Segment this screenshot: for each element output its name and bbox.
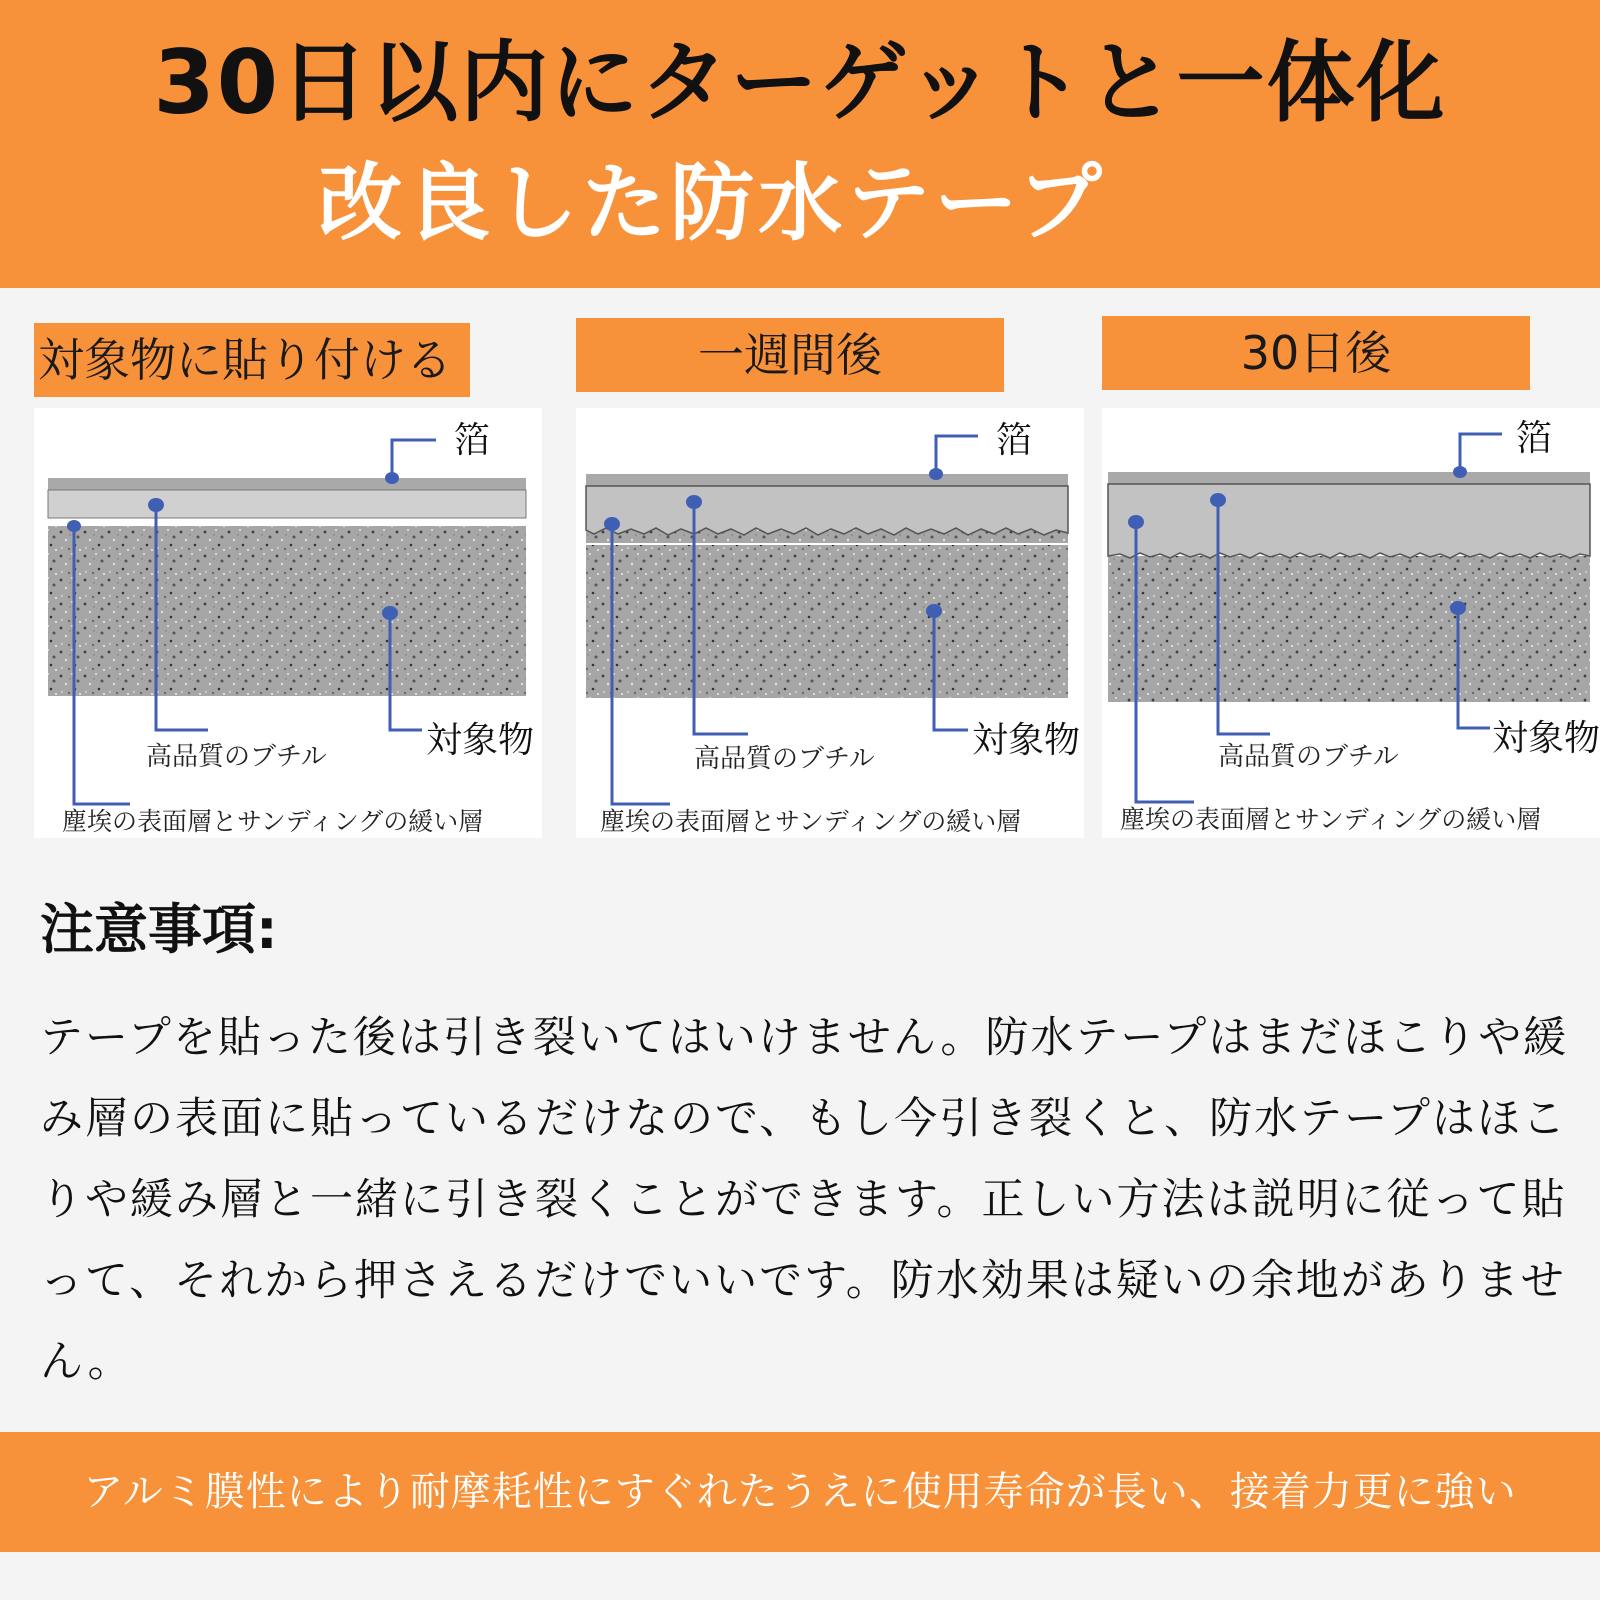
stone-substrate	[586, 526, 1068, 698]
dust-dot	[1128, 515, 1144, 529]
target-dot	[926, 604, 942, 618]
butyl-dot	[1210, 493, 1226, 507]
page-subtitle: 改良した防水テープ	[318, 154, 1106, 252]
target-label: 対象物	[426, 720, 535, 761]
foil-label: 箔	[454, 420, 491, 461]
foil-layer	[586, 474, 1068, 486]
diagram-panel-one-week	[576, 408, 1084, 838]
butyl-label: 高品質のブチル	[146, 742, 327, 772]
dust-label: 塵埃の表面層とサンディングの緩い層	[1120, 805, 1542, 834]
header-banner	[0, 0, 1600, 288]
foil-layer	[48, 478, 526, 490]
butyl-layer	[1108, 484, 1590, 558]
foil-leader-line	[936, 436, 978, 474]
notice-title: 注意事項:	[40, 898, 278, 961]
foil-leader-line	[392, 440, 436, 478]
stone-substrate	[48, 526, 526, 696]
footer-text: アルミ膜性により耐摩耗性にすぐれたうえに使用寿命が長い、接着力更に強い	[83, 1469, 1517, 1515]
diagram-panel-30-days	[1102, 408, 1600, 838]
stone-substrate	[1108, 556, 1590, 702]
stage-label-one-week: 一週間後	[576, 318, 1004, 392]
notice-body: テープを貼った後は引き裂いてはいけません。防水テープはまだほこりや緩み層の表面に貼っているだけなので、もし今引き裂くと、防水テープはほこりや緩み層と一緒に引き裂くことができます。正しい方法は説明に従って貼って、それから押さえるだけでいいです。防水効果は疑いの余地がありません。	[40, 1013, 1569, 1387]
foil-leader-line	[1460, 434, 1502, 472]
dust-label: 塵埃の表面層とサンディングの緩い層	[62, 807, 484, 836]
page-title: 30日以内にターゲットと一体化	[153, 31, 1447, 134]
layer-diagram-30-days	[1102, 408, 1600, 838]
foil-layer	[1108, 472, 1590, 484]
target-dot	[382, 606, 398, 620]
target-dot	[1450, 601, 1466, 615]
layer-diagram-apply	[34, 408, 542, 838]
foil-dot	[929, 468, 943, 480]
stage-label-apply: 対象物に貼り付ける	[34, 323, 470, 397]
foil-label: 箔	[996, 420, 1033, 461]
stage-label-30-days: 30日後	[1102, 316, 1530, 390]
foil-label: 箔	[1516, 418, 1553, 459]
diagram-panel-apply	[34, 408, 542, 838]
butyl-layer	[586, 486, 1068, 535]
dust-dot	[604, 517, 620, 531]
footer-banner	[0, 1432, 1600, 1552]
butyl-label: 高品質のブチル	[1218, 742, 1399, 772]
butyl-layer	[48, 490, 526, 518]
dust-label: 塵埃の表面層とサンディングの緩い層	[600, 807, 1022, 836]
foil-dot	[1453, 466, 1467, 478]
foil-dot	[385, 472, 399, 484]
target-label: 対象物	[972, 720, 1081, 761]
target-label: 対象物	[1492, 718, 1600, 759]
butyl-dot	[148, 498, 164, 512]
butyl-dot	[686, 495, 702, 509]
butyl-label: 高品質のブチル	[694, 744, 875, 774]
dust-dot	[67, 520, 81, 532]
